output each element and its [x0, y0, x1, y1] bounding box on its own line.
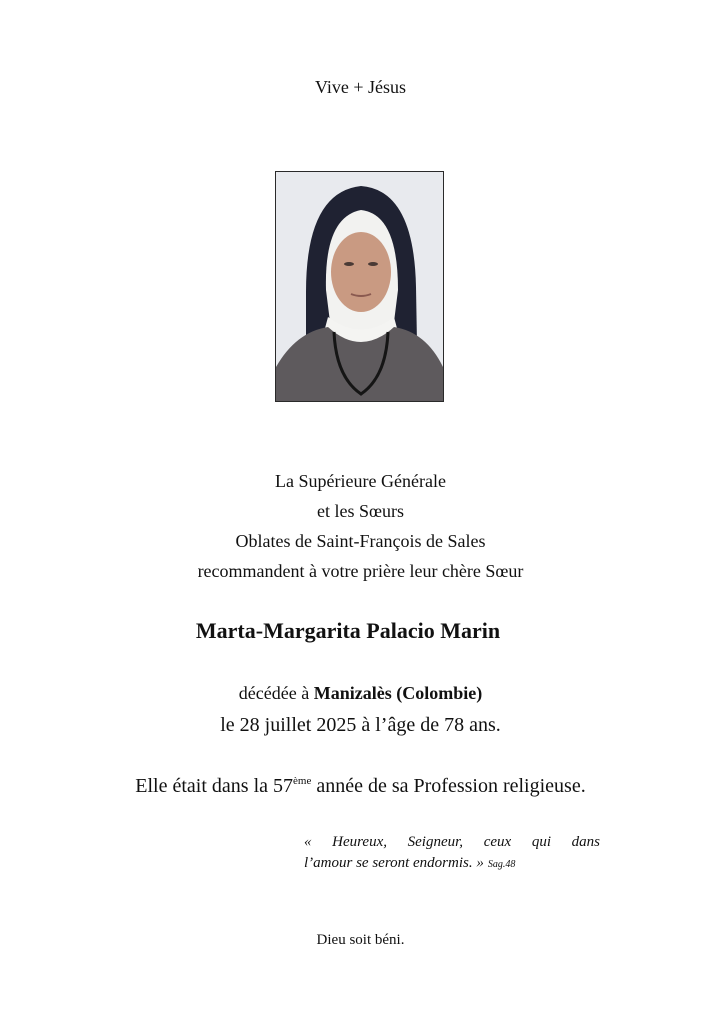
footer-blessing: Dieu soit béni. [316, 932, 405, 948]
recommend-line: recommandent à votre prière leur chère Sœur [197, 561, 524, 581]
portrait-photo [275, 171, 444, 402]
recommend-line: et les Sœurs [317, 501, 404, 521]
header-title: Vive + Jésus [314, 77, 407, 97]
recommendation-block [0, 466, 721, 586]
death-place-line [0, 682, 721, 704]
death-place-prefix: décédée à [238, 683, 314, 703]
quote-line-1: « Heureux, Seigneur, ceux qui dans [304, 834, 600, 850]
death-date-line: le 28 juillet 2025 à l’âge de 78 ans. [220, 714, 501, 736]
quote-block [304, 832, 600, 875]
portrait-image [276, 172, 443, 401]
profession-ordinal: ème [293, 775, 312, 787]
profession-suffix: année de sa Profession religieuse. [311, 775, 586, 797]
death-place: Manizalès (Colombie) [313, 683, 483, 703]
profession-line [0, 774, 721, 798]
deceased-name: Marta-Margarita Palacio Marin [195, 618, 501, 643]
quote-reference: Sag.48 [487, 859, 516, 870]
quote-line-2: l’amour se seront endormis. » [304, 855, 484, 871]
recommend-line: La Supérieure Générale [275, 471, 446, 491]
recommend-line: Oblates de Saint-François de Sales [235, 531, 486, 551]
profession-prefix: Elle était dans la 57 [135, 775, 294, 797]
